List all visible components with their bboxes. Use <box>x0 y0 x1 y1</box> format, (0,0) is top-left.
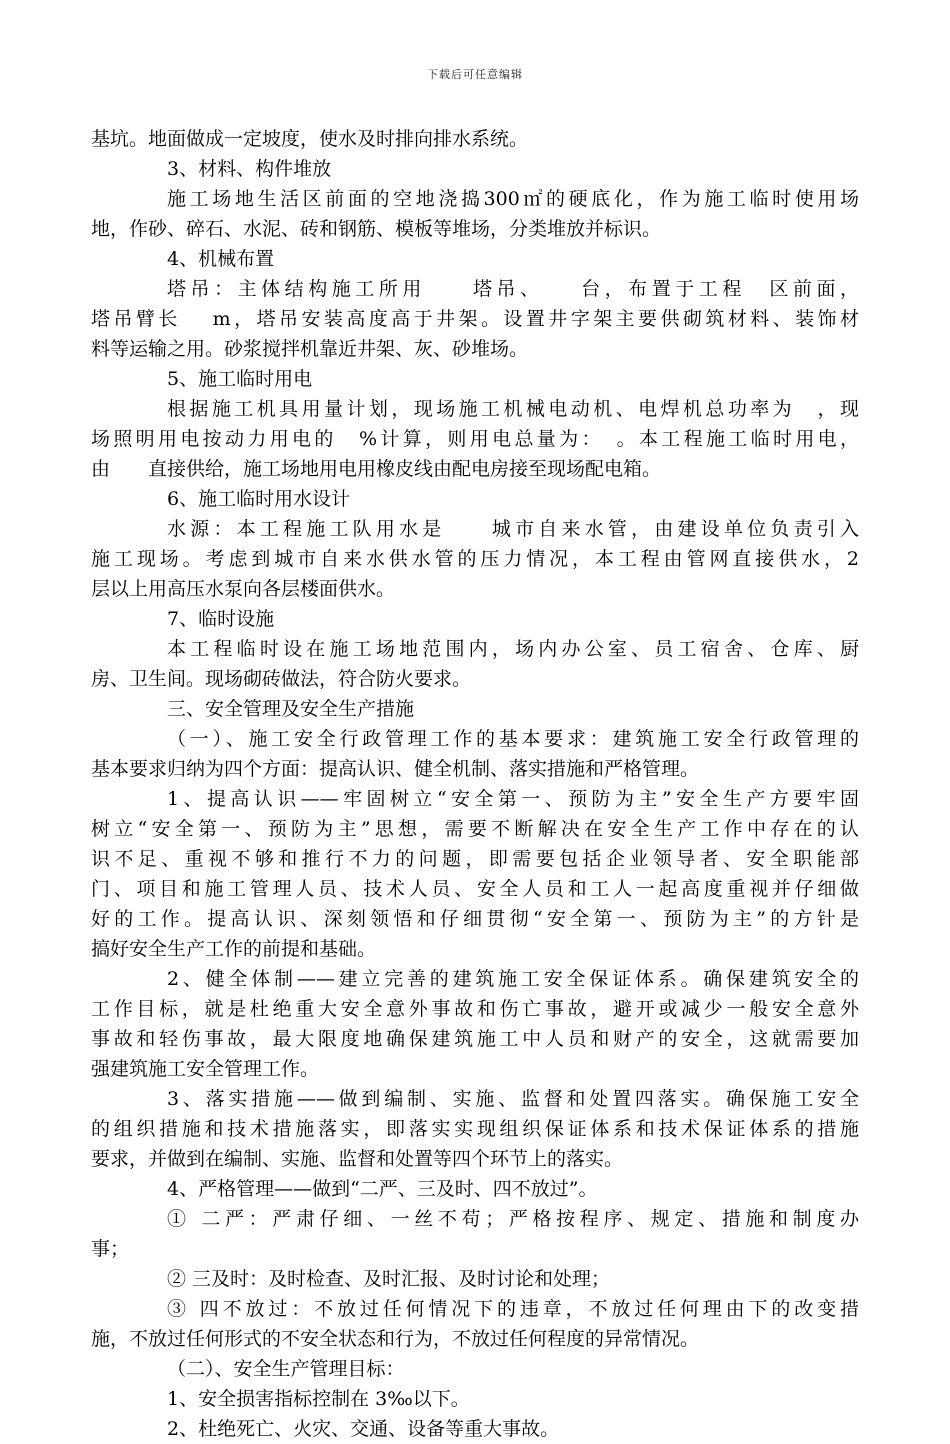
text-line: ① 二严：严肃仔细、一丝不苟；严格按程序、规定、措施和制度办 <box>167 1208 859 1230</box>
text-line: 施工现场。考虑到城市自来水供水管的压力情况，本工程由管网直接供水，2 <box>91 548 859 570</box>
text-line: 事； <box>91 1238 130 1260</box>
text-line: 由 直接供给，施工场地用电用橡皮线由配电房接至现场配电箱。 <box>91 458 662 480</box>
text-line: ② 三及时：及时检查、及时汇报、及时讨论和处理； <box>167 1268 611 1290</box>
text-line: 根据施工机具用量计划，现场施工机械电动机、电焊机总功率为 ，现 <box>167 398 859 420</box>
text-line: 本工程临时设在施工场地范围内，场内办公室、员工宿舍、仓库、厨 <box>167 638 859 660</box>
text-line: 3、材料、构件堆放 <box>167 158 332 180</box>
text-line: 2、健全体制——建立完善的建筑施工安全保证体系。确保建筑安全的 <box>167 968 859 990</box>
text-line: 施，不放过任何形式的不安全状态和行为，不放过任何程度的异常情况。 <box>91 1328 700 1350</box>
text-line: 4、严格管理——做到“二严、三及时、四不放过”。 <box>167 1178 598 1200</box>
text-line: 好的工作。提高认识、深刻领悟和仔细贯彻“安全第一、预防为主”的方针是 <box>91 908 859 930</box>
text-line: 水源：本工程施工队用水是 城市自来水管，由建设单位负责引入 <box>167 518 859 540</box>
text-line: 房、卫生间。现场砌砖做法，符合防火要求。 <box>91 668 472 690</box>
text-line: 3、落实措施——做到编制、实施、监督和处置四落实。确保施工安全 <box>167 1088 859 1110</box>
text-line: 塔吊：主体结构施工所用 塔吊、 台，布置于工程 区前面， <box>167 278 859 300</box>
text-line: 地，作砂、碎石、水泥、砖和钢筋、模板等堆场，分类堆放并标识。 <box>91 218 662 240</box>
text-line: 识不足、重视不够和推行不力的问题，即需要包括企业领导者、安全职能部 <box>91 848 859 870</box>
text-line: 门、项目和施工管理人员、技术人员、安全人员和工人一起高度重视并仔细做 <box>91 878 859 900</box>
text-line: 5、施工临时用电 <box>167 368 313 390</box>
text-line: 塔吊臂长 m，塔吊安装高度高于井架。设置井字架主要供砌筑材料、装饰材 <box>91 308 859 330</box>
text-line: 施工场地生活区前面的空地浇捣300㎡的硬底化，作为施工临时使用场 <box>167 188 859 210</box>
text-line: 要求，并做到在编制、实施、监督和处置等四个环节上的落实。 <box>91 1148 624 1170</box>
page-header: 下载后可任意编辑 <box>427 68 523 81</box>
document-body <box>91 124 859 1444</box>
text-line: 层以上用高压水泵向各层楼面供水。 <box>91 578 396 600</box>
text-line: 1、提高认识——牢固树立“安全第一、预防为主”安全生产方要牢固 <box>167 788 859 810</box>
text-line: 基坑。地面做成一定坡度，使水及时排向排水系统。 <box>91 128 529 150</box>
text-line: （一）、施工安全行政管理工作的基本要求：建筑施工安全行政管理的 <box>167 728 859 750</box>
text-line: 三、安全管理及安全生产措施 <box>167 698 415 720</box>
text-line: 强建筑施工安全管理工作。 <box>91 1058 320 1080</box>
text-line: 场照明用电按动力用电的 %计算，则用电总量为： 。本工程施工临时用电， <box>91 428 859 450</box>
text-line: 4、机械布置 <box>167 248 275 270</box>
text-line: 料等运输之用。砂浆搅拌机靠近井架、灰、砂堆场。 <box>91 338 529 360</box>
text-line: （二）、安全生产管理目标： <box>167 1358 405 1380</box>
text-line: 基本要求归纳为四个方面：提高认识、健全机制、落实措施和严格管理。 <box>91 758 700 780</box>
text-line: 工作目标，就是杜绝重大安全意外事故和伤亡事故，避开或减少一般安全意外 <box>91 998 859 1020</box>
text-line: 2、杜绝死亡、火灾、交通、设备等重大事故。 <box>167 1418 560 1440</box>
text-line: 1、安全损害指标控制在 3‰以下。 <box>167 1388 470 1410</box>
text-line: 搞好安全生产工作的前提和基础。 <box>91 938 377 960</box>
text-line: 事故和轻伤事故，最大限度地确保建筑施工中人员和财产的安全，这就需要加 <box>91 1028 859 1050</box>
text-line: 6、施工临时用水设计 <box>167 488 351 510</box>
text-line: 的组织措施和技术措施落实，即落实实现组织保证体系和技术保证体系的措施 <box>91 1118 859 1140</box>
text-line: ③ 四不放过：不放过任何情况下的违章，不放过任何理由下的改变措 <box>167 1298 859 1320</box>
text-line: 树立“安全第一、预防为主”思想，需要不断解决在安全生产工作中存在的认 <box>91 818 859 840</box>
text-line: 7、临时设施 <box>167 608 275 630</box>
